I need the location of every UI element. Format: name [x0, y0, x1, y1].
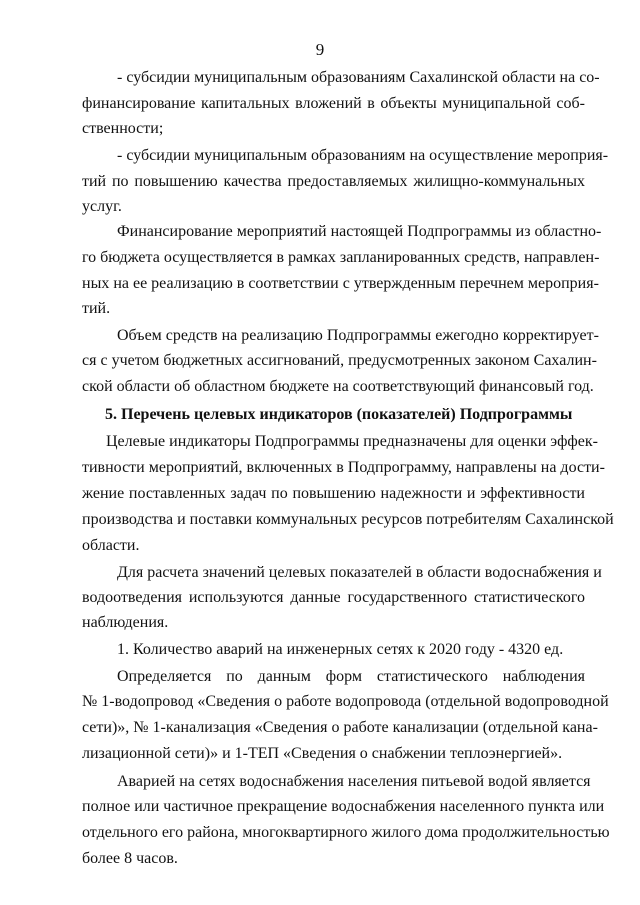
text-line: тий. [82, 300, 111, 317]
text-line: сети)», № 1-канализация «Сведения о работе канализации (отдельной кана- [82, 719, 598, 736]
section-heading: 5. Перечень целевых индикаторов (показателей) Подпрограммы [105, 406, 573, 423]
text-line: Для расчета значений целевых показателей в области водоснабжения и [117, 564, 602, 581]
text-line: услуг. [82, 198, 122, 215]
text-line: ственности; [82, 120, 164, 137]
text-line: - субсидии муниципальным образованиям на осуществление мероприя- [117, 147, 609, 164]
text-line: лизационной сети)» и 1-ТЕП «Сведения о снабжении теплоэнергией». [82, 745, 563, 762]
text-line: Целевые индикаторы Подпрограммы предназначены для оценки эффек- [106, 433, 598, 450]
text-line: ской области об областном бюджете на соответствующий финансовый год. [82, 378, 594, 395]
text-line: 1. Количество аварий на инженерных сетях к 2020 году - 4320 ед. [117, 641, 564, 658]
text-line: жение поставленных задач по повышению надежности и эффективности [82, 485, 585, 502]
text-line: полное или частичное прекращение водоснабжения населенного пункта или [82, 798, 605, 815]
text-line: финансирование капитальных вложений в объекты муниципальной соб- [82, 95, 585, 112]
text-line: Финансирование мероприятий настоящей Подпрограммы из областно- [117, 223, 602, 240]
text-line: тивности мероприятий, включенных в Подпрограмму, направлены на дости- [82, 459, 605, 476]
text-line: производства и поставки коммунальных ресурсов потребителям Сахалинской [82, 511, 614, 528]
text-line: № 1-водопровод «Сведения о работе водопровода (отдельной водопроводной [82, 693, 609, 710]
text-line: наблюдения. [82, 614, 169, 631]
text-line: ных на ее реализацию в соответствии с утвержденным перечнем мероприя- [82, 275, 599, 292]
text-line: Аварией на сетях водоснабжения населения питьевой водой является [117, 773, 591, 790]
text-line: го бюджета осуществляется в рамках запланированных средств, направлен- [82, 249, 600, 266]
text-line: области. [82, 537, 140, 554]
page-number: 9 [315, 40, 325, 59]
text-line: водоотведения используются данные государственного статистического [82, 589, 585, 606]
text-line: ся с учетом бюджетных ассигнований, предусмотренных законом Сахалин- [82, 352, 597, 369]
text-line: Объем средств на реализацию Подпрограммы ежегодно корректирует- [117, 327, 599, 344]
text-line: отдельного его района, многоквартирного жилого дома продолжительностью [82, 824, 610, 841]
text-line: Определяется по данным форм статистического наблюдения [117, 668, 585, 685]
text-line: тий по повышению качества предоставляемых жилищно-коммунальных [82, 173, 585, 190]
text-line: более 8 часов. [82, 850, 178, 867]
text-line: - субсидии муниципальным образованиям Сахалинской области на со- [117, 69, 600, 86]
